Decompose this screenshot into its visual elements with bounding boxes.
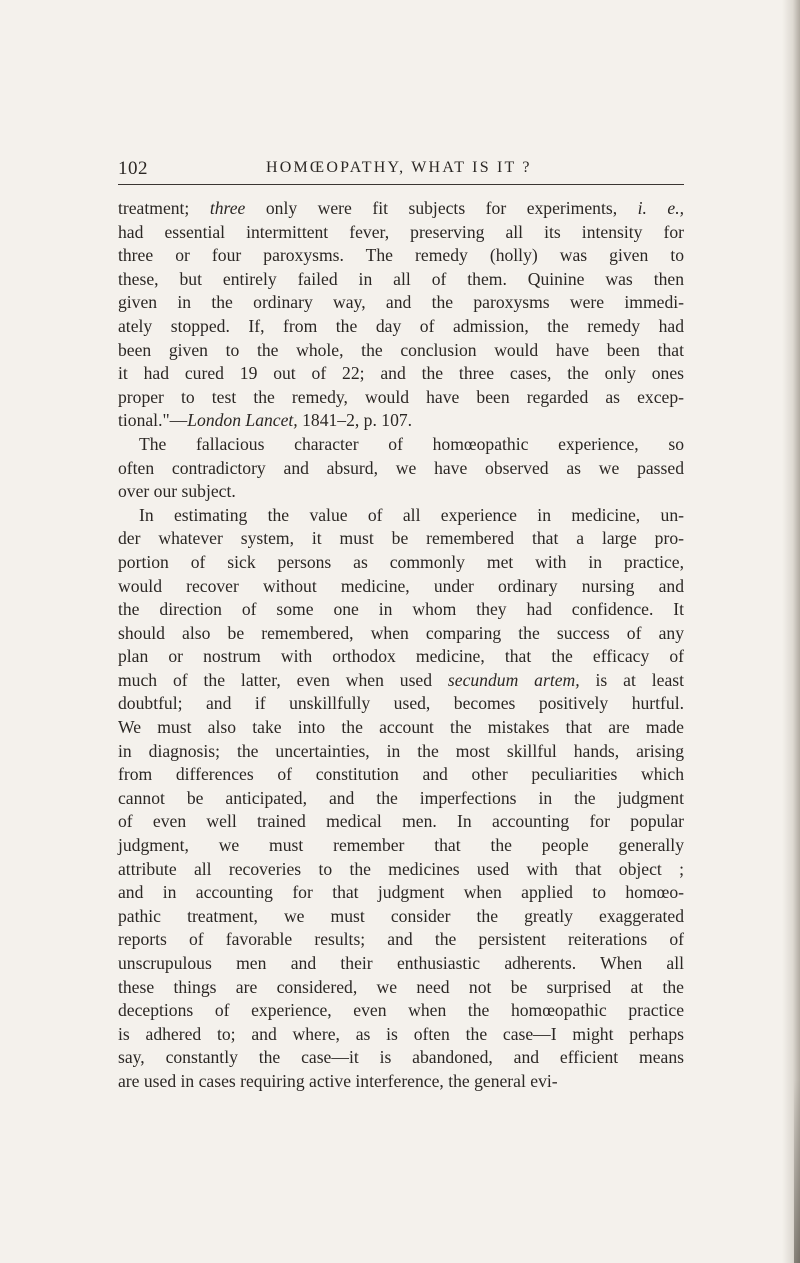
- text-segment: and in accounting for that judgment when applied to homœo-: [118, 882, 684, 903]
- text-line: [118, 551, 684, 575]
- text-segment: should also be remembered, when comparing the success of any: [118, 622, 684, 643]
- text-line: [118, 999, 684, 1023]
- text-segment: attribute all recoveries to the medicines used with that object ;: [118, 858, 684, 879]
- text-line: [118, 504, 684, 528]
- text-segment: The fallacious character of homœopathic experience, so: [139, 433, 684, 454]
- text-line: [118, 834, 684, 858]
- italic-segment: three: [209, 198, 246, 218]
- text-segment: the direction of some one in whom they had confidence. It: [118, 599, 684, 620]
- text-line: [118, 740, 684, 764]
- page-number: 102: [118, 158, 148, 179]
- text-segment: pathic treatment, we must consider the greatly exaggerated: [118, 905, 684, 926]
- text-segment: In estimating the value of all experience in medicine, un-: [139, 504, 684, 525]
- text-segment: cannot be anticipated, and the imperfections in the judgment: [118, 787, 684, 808]
- italic-segment: London Lancet,: [187, 410, 298, 431]
- page-edge-dark: [794, 1080, 800, 1263]
- text-line: [118, 315, 684, 339]
- text-line: [118, 810, 684, 834]
- text-line: [118, 881, 684, 905]
- text-line: [118, 622, 684, 646]
- text-line: [118, 268, 684, 292]
- body-text: [118, 197, 684, 1094]
- text-line: [118, 433, 684, 457]
- text-segment: over our subject.: [118, 481, 236, 502]
- text-segment: these things are considered, we need not be surprised at the: [118, 976, 684, 997]
- text-segment: it had cured 19 out of 22; and the three cases, the only ones: [118, 363, 684, 384]
- text-segment: much of the latter, even when used: [118, 669, 448, 690]
- text-line: [118, 197, 684, 221]
- text-line: [118, 976, 684, 1000]
- text-segment: three or four paroxysms. The remedy (holly) was given to: [118, 245, 684, 266]
- text-line: [118, 1046, 684, 1070]
- text-segment: only were fit subjects for experiments,: [245, 198, 638, 218]
- text-segment: been given to the whole, the conclusion would have been that: [118, 339, 684, 360]
- text-line: [118, 409, 684, 433]
- text-segment: are used in cases requiring active interference, the general evi-: [118, 1070, 558, 1091]
- text-segment: deceptions of experience, even when the homœopathic practice: [118, 1000, 684, 1021]
- text-segment: is adhered to; and where, as is often the case—I might perhaps: [118, 1023, 684, 1044]
- text-segment: given in the ordinary way, and the paroxysms were immedi-: [118, 292, 684, 313]
- text-segment: unscrupulous men and their enthusiastic adherents. When all: [118, 953, 684, 973]
- text-segment: would recover without medicine, under ordinary nursing and: [118, 575, 684, 596]
- header-rule: [118, 184, 684, 185]
- italic-segment: secundum artem,: [447, 669, 580, 690]
- text-segment: portion of sick persons as commonly met with in practice,: [118, 551, 684, 572]
- text-line: [118, 221, 684, 245]
- page-header: [118, 158, 684, 182]
- text-line: [118, 1023, 684, 1047]
- text-segment: plan or nostrum with orthodox medicine, that the efficacy of: [118, 646, 684, 667]
- text-segment: 1841–2, p. 107.: [297, 410, 413, 431]
- text-line: [118, 645, 684, 669]
- text-line: [118, 480, 684, 504]
- text-segment: judgment, we must remember that the people generally: [118, 835, 684, 856]
- text-segment: had essential intermittent fever, preserving all its intensity for: [118, 221, 684, 242]
- italic-segment: i. e.,: [637, 198, 685, 218]
- text-line: [118, 905, 684, 929]
- text-line: [118, 763, 684, 787]
- text-segment: We must also take into the account the mistakes that are made: [118, 717, 684, 738]
- text-segment: from differences of constitution and other peculiarities which: [118, 764, 684, 785]
- text-segment: of even well trained medical men. In accounting for popular: [118, 811, 684, 832]
- text-segment: doubtful; and if unskillfully used, becomes positively hurtful.: [118, 693, 684, 714]
- text-line: [118, 692, 684, 716]
- text-segment: reports of favorable results; and the persistent reiterations of: [118, 929, 684, 950]
- text-line: [118, 575, 684, 599]
- text-line: [118, 716, 684, 740]
- text-line: [118, 527, 684, 551]
- text-segment: say, constantly the case—it is abandoned, and efficient means: [118, 1047, 684, 1068]
- text-line: [118, 244, 684, 268]
- text-line: [118, 339, 684, 363]
- text-segment: in diagnosis; the uncertainties, in the most skillful hands, arising: [118, 740, 684, 761]
- text-segment: these, but entirely failed in all of them. Quinine was then: [118, 268, 684, 289]
- running-head: HOMŒOPATHY, WHAT IS IT ?: [266, 159, 532, 176]
- text-line: [118, 669, 684, 693]
- text-line: [118, 1070, 684, 1094]
- text-line: [118, 291, 684, 315]
- text-line: [118, 598, 684, 622]
- text-line: [118, 386, 684, 410]
- text-line: [118, 858, 684, 882]
- text-segment: tional."—: [118, 410, 188, 431]
- text-segment: is at least: [579, 669, 684, 690]
- text-segment: der whatever system, it must be remembered that a large pro-: [118, 528, 684, 549]
- text-segment: ately stopped. If, from the day of admission, the remedy had: [118, 315, 684, 336]
- text-segment: often contradictory and absurd, we have observed as we passed: [118, 457, 684, 478]
- text-segment: proper to test the remedy, would have been regarded as excep-: [118, 386, 684, 407]
- page-edge-shadow: [782, 0, 800, 1263]
- text-segment: treatment;: [118, 198, 210, 218]
- text-line: [118, 787, 684, 811]
- text-line: [118, 952, 684, 976]
- text-line: [118, 362, 684, 386]
- text-line: [118, 928, 684, 952]
- text-line: [118, 457, 684, 481]
